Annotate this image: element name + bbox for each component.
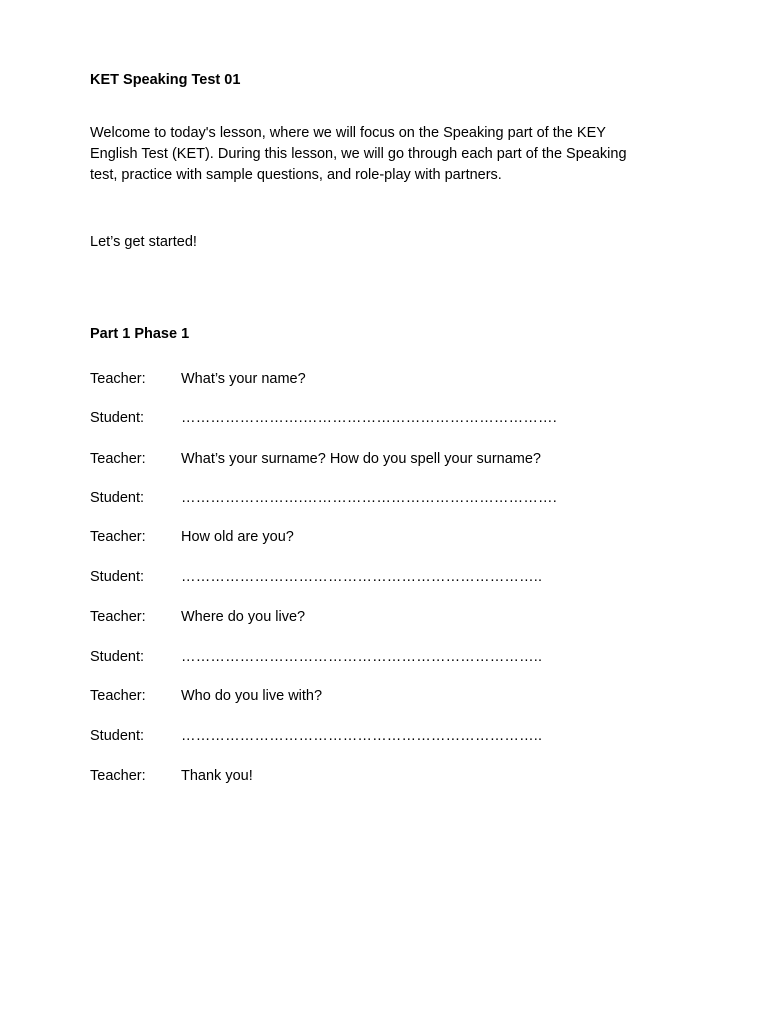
document-title: KET Speaking Test 01 — [90, 72, 241, 88]
teacher-question: Where do you live? — [181, 609, 306, 625]
speaker-label: Teacher: — [90, 451, 146, 467]
speaker-label: Teacher: — [90, 768, 146, 784]
teacher-question: Who do you live with? — [181, 688, 323, 704]
student-answer-blank: ……………………………………………………………….. — [181, 569, 543, 585]
speaker-label: Student: — [90, 410, 145, 426]
speaker-label: Student: — [90, 728, 145, 744]
speaker-label: Student: — [90, 649, 145, 665]
student-answer-blank: …………………….……………………………………………. — [181, 410, 557, 426]
teacher-question: What’s your name? — [181, 371, 306, 387]
intro-line: English Test (KET). During this lesson, we will go through each part of the Speaking — [90, 146, 627, 162]
teacher-closing: Thank you! — [181, 768, 253, 784]
intro-paragraph — [90, 123, 670, 186]
intro-line: test, practice with sample questions, and role-play with partners. — [90, 167, 502, 183]
speaker-label: Teacher: — [90, 529, 146, 545]
student-answer-blank: ……………………………………………………………….. — [181, 728, 543, 744]
speaker-label: Student: — [90, 569, 145, 585]
speaker-label: Teacher: — [90, 609, 146, 625]
speaker-label: Student: — [90, 490, 145, 506]
student-answer-blank: ……………………………………………………………….. — [181, 649, 543, 665]
speaker-label: Teacher: — [90, 688, 146, 704]
section-heading: Part 1 Phase 1 — [90, 326, 190, 342]
teacher-question: What’s your surname? How do you spell your surname? — [181, 451, 541, 467]
intro-line: Welcome to today's lesson, where we will focus on the Speaking part of the KEY — [90, 125, 606, 141]
teacher-question: How old are you? — [181, 529, 294, 545]
student-answer-blank: …………………….……………………………………………. — [181, 490, 557, 506]
start-line: Let’s get started! — [90, 234, 197, 250]
speaker-label: Teacher: — [90, 371, 146, 387]
